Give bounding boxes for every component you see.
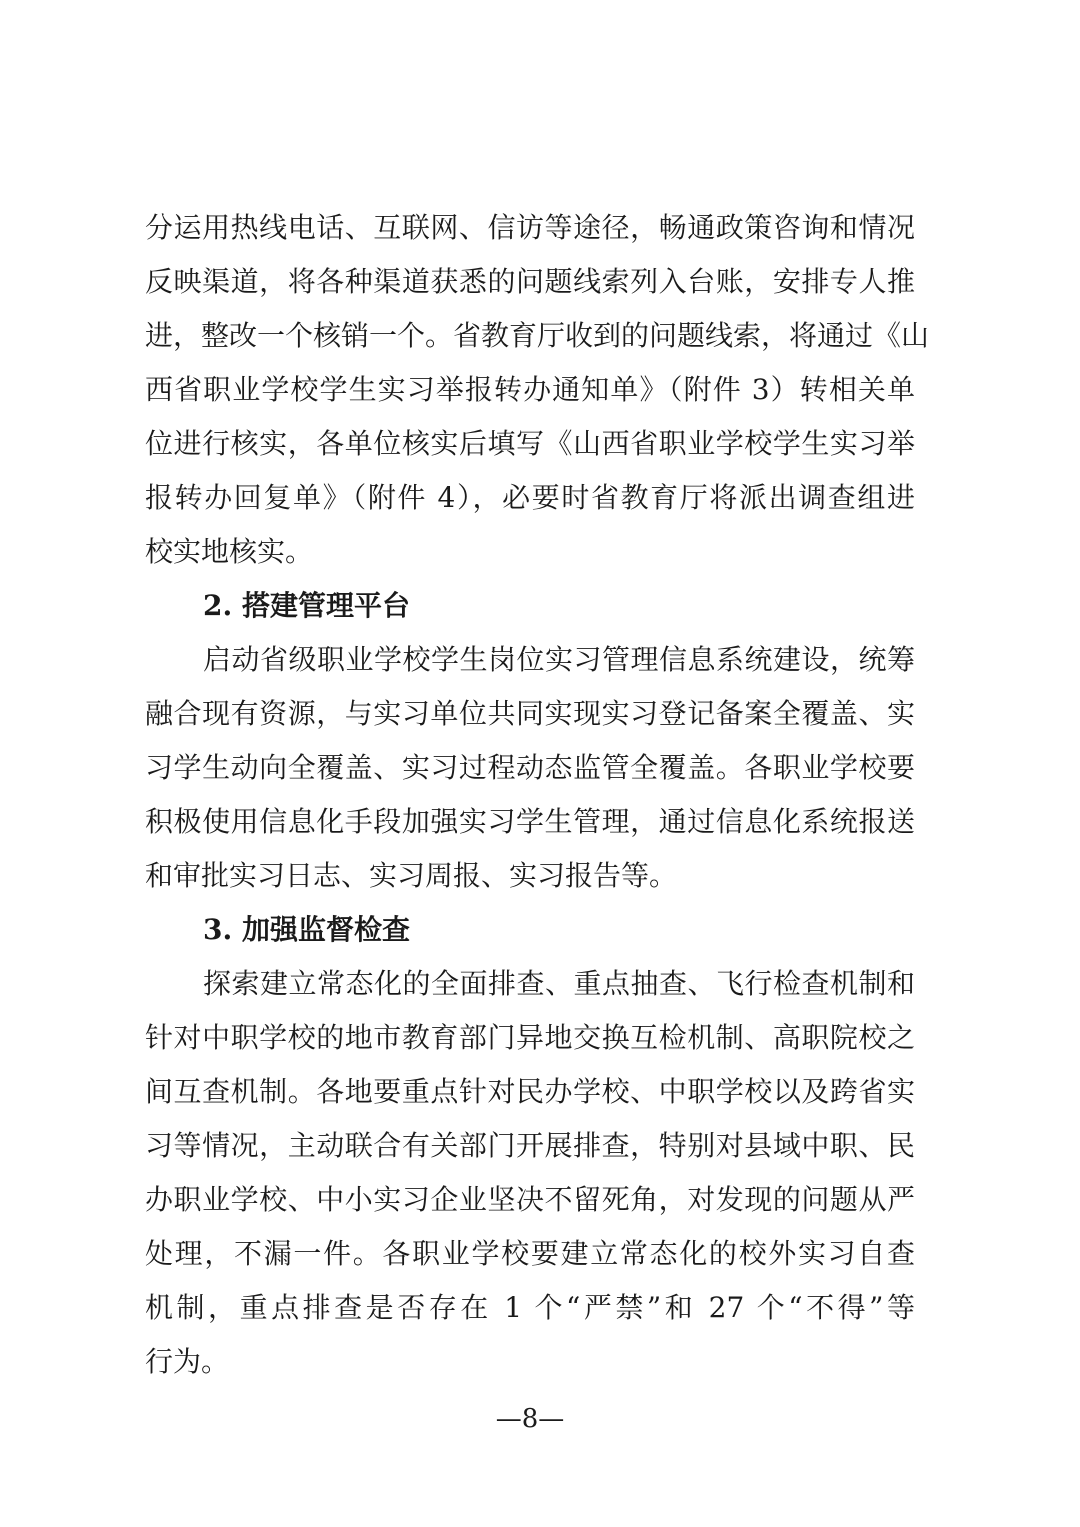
document-body	[145, 205, 930, 1393]
section-heading: 2. 搭建管理平台	[203, 589, 410, 622]
page-number: —8—	[495, 1404, 565, 1434]
text-line: 办职业学校、中小实习企业坚决不留死角，对发现的问题从严	[145, 1183, 915, 1216]
text-line: 进，整改一个核销一个。省教育厅收到的问题线索，将通过《山	[145, 319, 930, 352]
section-heading: 3. 加强监督检查	[203, 913, 410, 946]
text-line: 分运用热线电话、互联网、信访等途径，畅通政策咨询和情况	[145, 211, 915, 244]
text-line: 融合现有资源，与实习单位共同实现实习登记备案全覆盖、实	[145, 697, 915, 730]
text-line: 西省职业学校学生实习举报转办通知单》（附件 3）转相关单	[145, 373, 915, 406]
text-line: 探索建立常态化的全面排查、重点抽查、飞行检查机制和	[203, 967, 915, 1000]
text-line: 习等情况，主动联合有关部门开展排查，特别对县域中职、民	[145, 1129, 915, 1162]
text-line: 习学生动向全覆盖、实习过程动态监管全覆盖。各职业学校要	[145, 751, 915, 784]
text-line: 和审批实习日志、实习周报、实习报告等。	[145, 859, 678, 892]
text-line: 位进行核实，各单位核实后填写《山西省职业学校学生实习举	[145, 427, 915, 460]
text-line: 积极使用信息化手段加强实习学生管理，通过信息化系统报送	[145, 805, 915, 838]
text-line: 机制，重点排查是否存在 1 个“严禁”和 27 个“不得”等	[145, 1291, 915, 1324]
text-line: 处理，不漏一件。各职业学校要建立常态化的校外实习自查	[145, 1237, 915, 1270]
text-line: 校实地核实。	[145, 535, 314, 568]
text-line: 启动省级职业学校学生岗位实习管理信息系统建设，统筹	[203, 643, 915, 676]
text-line: 报转办回复单》（附件 4），必要时省教育厅将派出调查组进	[145, 481, 915, 514]
text-line: 行为。	[145, 1345, 230, 1378]
text-line: 针对中职学校的地市教育部门异地交换互检机制、高职院校之	[145, 1021, 915, 1054]
text-line: 间互查机制。各地要重点针对民办学校、中职学校以及跨省实	[145, 1075, 915, 1108]
text-line: 反映渠道，将各种渠道获悉的问题线索列入台账，安排专人推	[145, 265, 915, 298]
